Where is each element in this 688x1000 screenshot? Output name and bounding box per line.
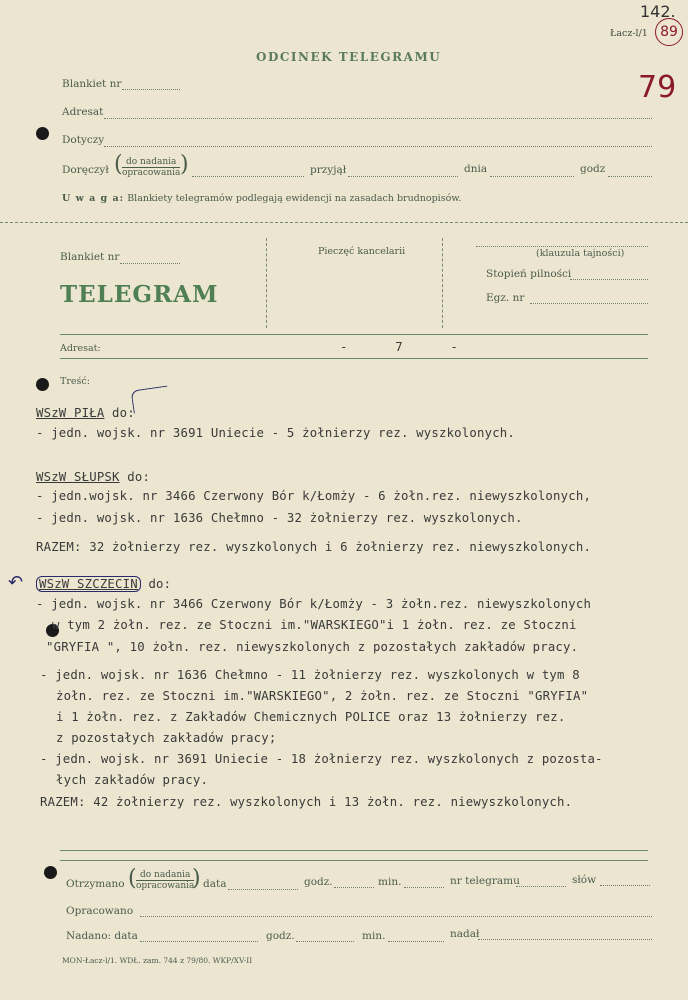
- uwaga-label: U w a g a:: [62, 193, 125, 204]
- otrzymano-data-field[interactable]: [228, 889, 298, 890]
- section-szczecin: [36, 577, 171, 591]
- body-line: w tym 2 żołn. rez. ze Stoczni im."WARSKIEGO"i 1 żołn. rez. ze Stoczni: [52, 618, 577, 632]
- print-info: MON-Łacz-l/1. WDŁ. zam. 744 z 79/80. WKP/XV-II: [62, 956, 253, 965]
- blankiet-label: Blankiet nr: [62, 78, 122, 90]
- otrzymano-godz-label: godz.: [304, 876, 333, 888]
- opracowano-field[interactable]: [140, 916, 652, 917]
- body-line: żołn. rez. ze Stoczni im."WARSKIEGO", 2 żołn. rez. ze Stoczni "GRYFIA": [56, 689, 589, 703]
- otrzymano-min-label: min.: [378, 876, 402, 888]
- section-pila-do: do:: [112, 406, 135, 420]
- frac-top: do nadania: [122, 157, 180, 168]
- pieczec-label: Pieczęć kancelarii: [318, 246, 406, 257]
- adresat-field[interactable]: [104, 118, 652, 119]
- adresat-bottom-rule: [60, 358, 648, 359]
- egz-label: Egz. nr: [486, 292, 525, 304]
- punch-hole: [44, 866, 57, 879]
- dnia-label: dnia: [464, 163, 488, 175]
- uwaga-text: Blankiety telegramów podlegają ewidencji na zasadach brudnopisów.: [127, 193, 462, 204]
- doreczyl-label: Doręczył: [62, 164, 109, 176]
- section-szczecin-head: WSzW SZCZECIN: [36, 576, 141, 592]
- paren-open: (: [128, 866, 137, 891]
- section-slupsk-head: WSzW SŁUPSK: [36, 470, 120, 484]
- nr-telegramu-field[interactable]: [516, 886, 566, 887]
- paren-close: ): [192, 866, 201, 891]
- frac-top: do nadania: [136, 870, 194, 881]
- tresc-label: Treść:: [60, 376, 90, 387]
- adresat-label: Adresat: [62, 106, 104, 118]
- otrzymano-godz-field[interactable]: [334, 887, 374, 888]
- klauzula-label: (klauzula tajności): [536, 248, 625, 259]
- dnia-field[interactable]: [490, 176, 574, 177]
- section-pila-head: WSzW PIŁA: [36, 406, 105, 420]
- punch-hole: [36, 127, 49, 140]
- telegram-title: TELEGRAM: [60, 281, 219, 308]
- blankiet-field[interactable]: [122, 89, 180, 90]
- section-slupsk-do: do:: [127, 470, 151, 484]
- egz-field[interactable]: [530, 303, 648, 304]
- nr-telegramu-label: nr telegramu: [450, 875, 520, 887]
- box-divider-right: [442, 238, 443, 328]
- handwritten-page-number: 142.: [640, 2, 676, 21]
- doreczyl-field[interactable]: [192, 176, 304, 177]
- footer-top-rule-2: [60, 860, 648, 861]
- cut-line: [0, 222, 688, 223]
- frac-bottom: opracowania: [136, 881, 195, 891]
- body-line: łych zakładów pracy.: [56, 773, 209, 787]
- razem-line: RAZEM: 42 żołnierzy rez. wyszkolonych i 13 żołn. rez. niewyszkolonych.: [40, 795, 573, 809]
- razem-line: RAZEM: 32 żołnierzy rez. wyszkolonych i 6 żołnierzy rez. niewyszkolonych.: [36, 540, 592, 554]
- nadano-godz-label: godz.: [266, 930, 295, 942]
- otrzymano-data-label: data: [203, 878, 227, 890]
- uwaga-note: [62, 193, 461, 204]
- section-szczecin-do: do:: [148, 577, 172, 591]
- form-number-circled: 89: [655, 18, 683, 46]
- body-line: - jedn. wojsk. nr 3466 Czerwony Bór k/Łomży - 3 żołn.rez. niewyszkolonych: [36, 597, 592, 611]
- doreczyl-fraction: [122, 157, 180, 178]
- body-line: i 1 żołn. rez. z Zakładów Chemicznych POLICE oraz 13 żołnierzy rez.: [56, 710, 566, 724]
- nadano-min-label: min.: [362, 930, 386, 942]
- punch-hole: [36, 378, 49, 391]
- body-line: - jedn. wojsk. nr 1636 Chełmno - 11 żołnierzy rez. wyszkolonych w tym 8: [40, 668, 580, 682]
- slow-label: słów: [572, 874, 597, 886]
- footer-top-rule: [60, 850, 648, 851]
- body-line: - jedn. wojsk. nr 3691 Uniecie - 5 żołnierzy rez. wyszkolonych.: [36, 426, 516, 440]
- przyjal-label: przyjął: [310, 164, 347, 176]
- telegram-adresat-label: Adresat:: [60, 343, 101, 354]
- nadano-godz-field[interactable]: [296, 941, 354, 942]
- frac-bottom: opracowania: [122, 168, 181, 178]
- nadal-label: nadał: [450, 928, 480, 940]
- godz-label: godz: [580, 163, 606, 175]
- klauzula-field[interactable]: [476, 246, 648, 247]
- box-divider-left: [266, 238, 267, 328]
- telegram-blankiet-field[interactable]: [120, 263, 180, 264]
- body-line: z pozostałych zakładów pracy;: [56, 731, 277, 745]
- nadano-label: Nadano: data: [66, 930, 138, 942]
- form-code: Łacz-l/1: [610, 28, 648, 39]
- telegram-adresat-value: - 7 -: [340, 340, 459, 354]
- adresat-top-rule: [60, 334, 648, 335]
- stopien-field[interactable]: [570, 279, 648, 280]
- body-line: - jedn. wojsk. nr 1636 Chełmno - 32 żołnierzy rez. wyszkolonych.: [36, 511, 523, 525]
- nadal-field[interactable]: [478, 939, 652, 940]
- dotyczy-label: Dotyczy: [62, 134, 105, 146]
- handwritten-red-number: 79: [638, 70, 677, 105]
- nadano-min-field[interactable]: [388, 941, 444, 942]
- section-slupsk: [36, 470, 150, 484]
- nadano-data-field[interactable]: [140, 941, 258, 942]
- stopien-label: Stopień pilności: [486, 268, 572, 280]
- paren-open: (: [114, 152, 123, 177]
- body-line: - jedn. wojsk. nr 3691 Uniecie - 18 żołnierzy rez. wyszkolonych z pozosta-: [40, 752, 603, 766]
- handwritten-mark-pila: [131, 386, 171, 414]
- paren-close: ): [180, 152, 189, 177]
- opracowano-label: Opracowano: [66, 905, 134, 917]
- body-line: "GRYFIA ", 10 żołn. rez. niewyszkolonych z pozostałych zakładów pracy.: [46, 640, 579, 654]
- section-pila: [36, 406, 135, 420]
- otrzymano-label: Otrzymano: [66, 878, 125, 890]
- body-line: - jedn.wojsk. nr 3466 Czerwony Bór k/Łomży - 6 żołn.rez. niewyszkolonych,: [36, 489, 592, 503]
- otrzymano-min-field[interactable]: [404, 887, 444, 888]
- godz-field[interactable]: [608, 176, 652, 177]
- handwritten-arrow: ↶: [8, 572, 24, 593]
- otrzymano-fraction: [136, 870, 194, 891]
- dotyczy-field[interactable]: [104, 146, 652, 147]
- telegram-blankiet-label: Blankiet nr: [60, 251, 120, 263]
- przyjal-field[interactable]: [348, 176, 458, 177]
- slow-field[interactable]: [600, 885, 650, 886]
- stub-title: ODCINEK TELEGRAMU: [256, 50, 442, 64]
